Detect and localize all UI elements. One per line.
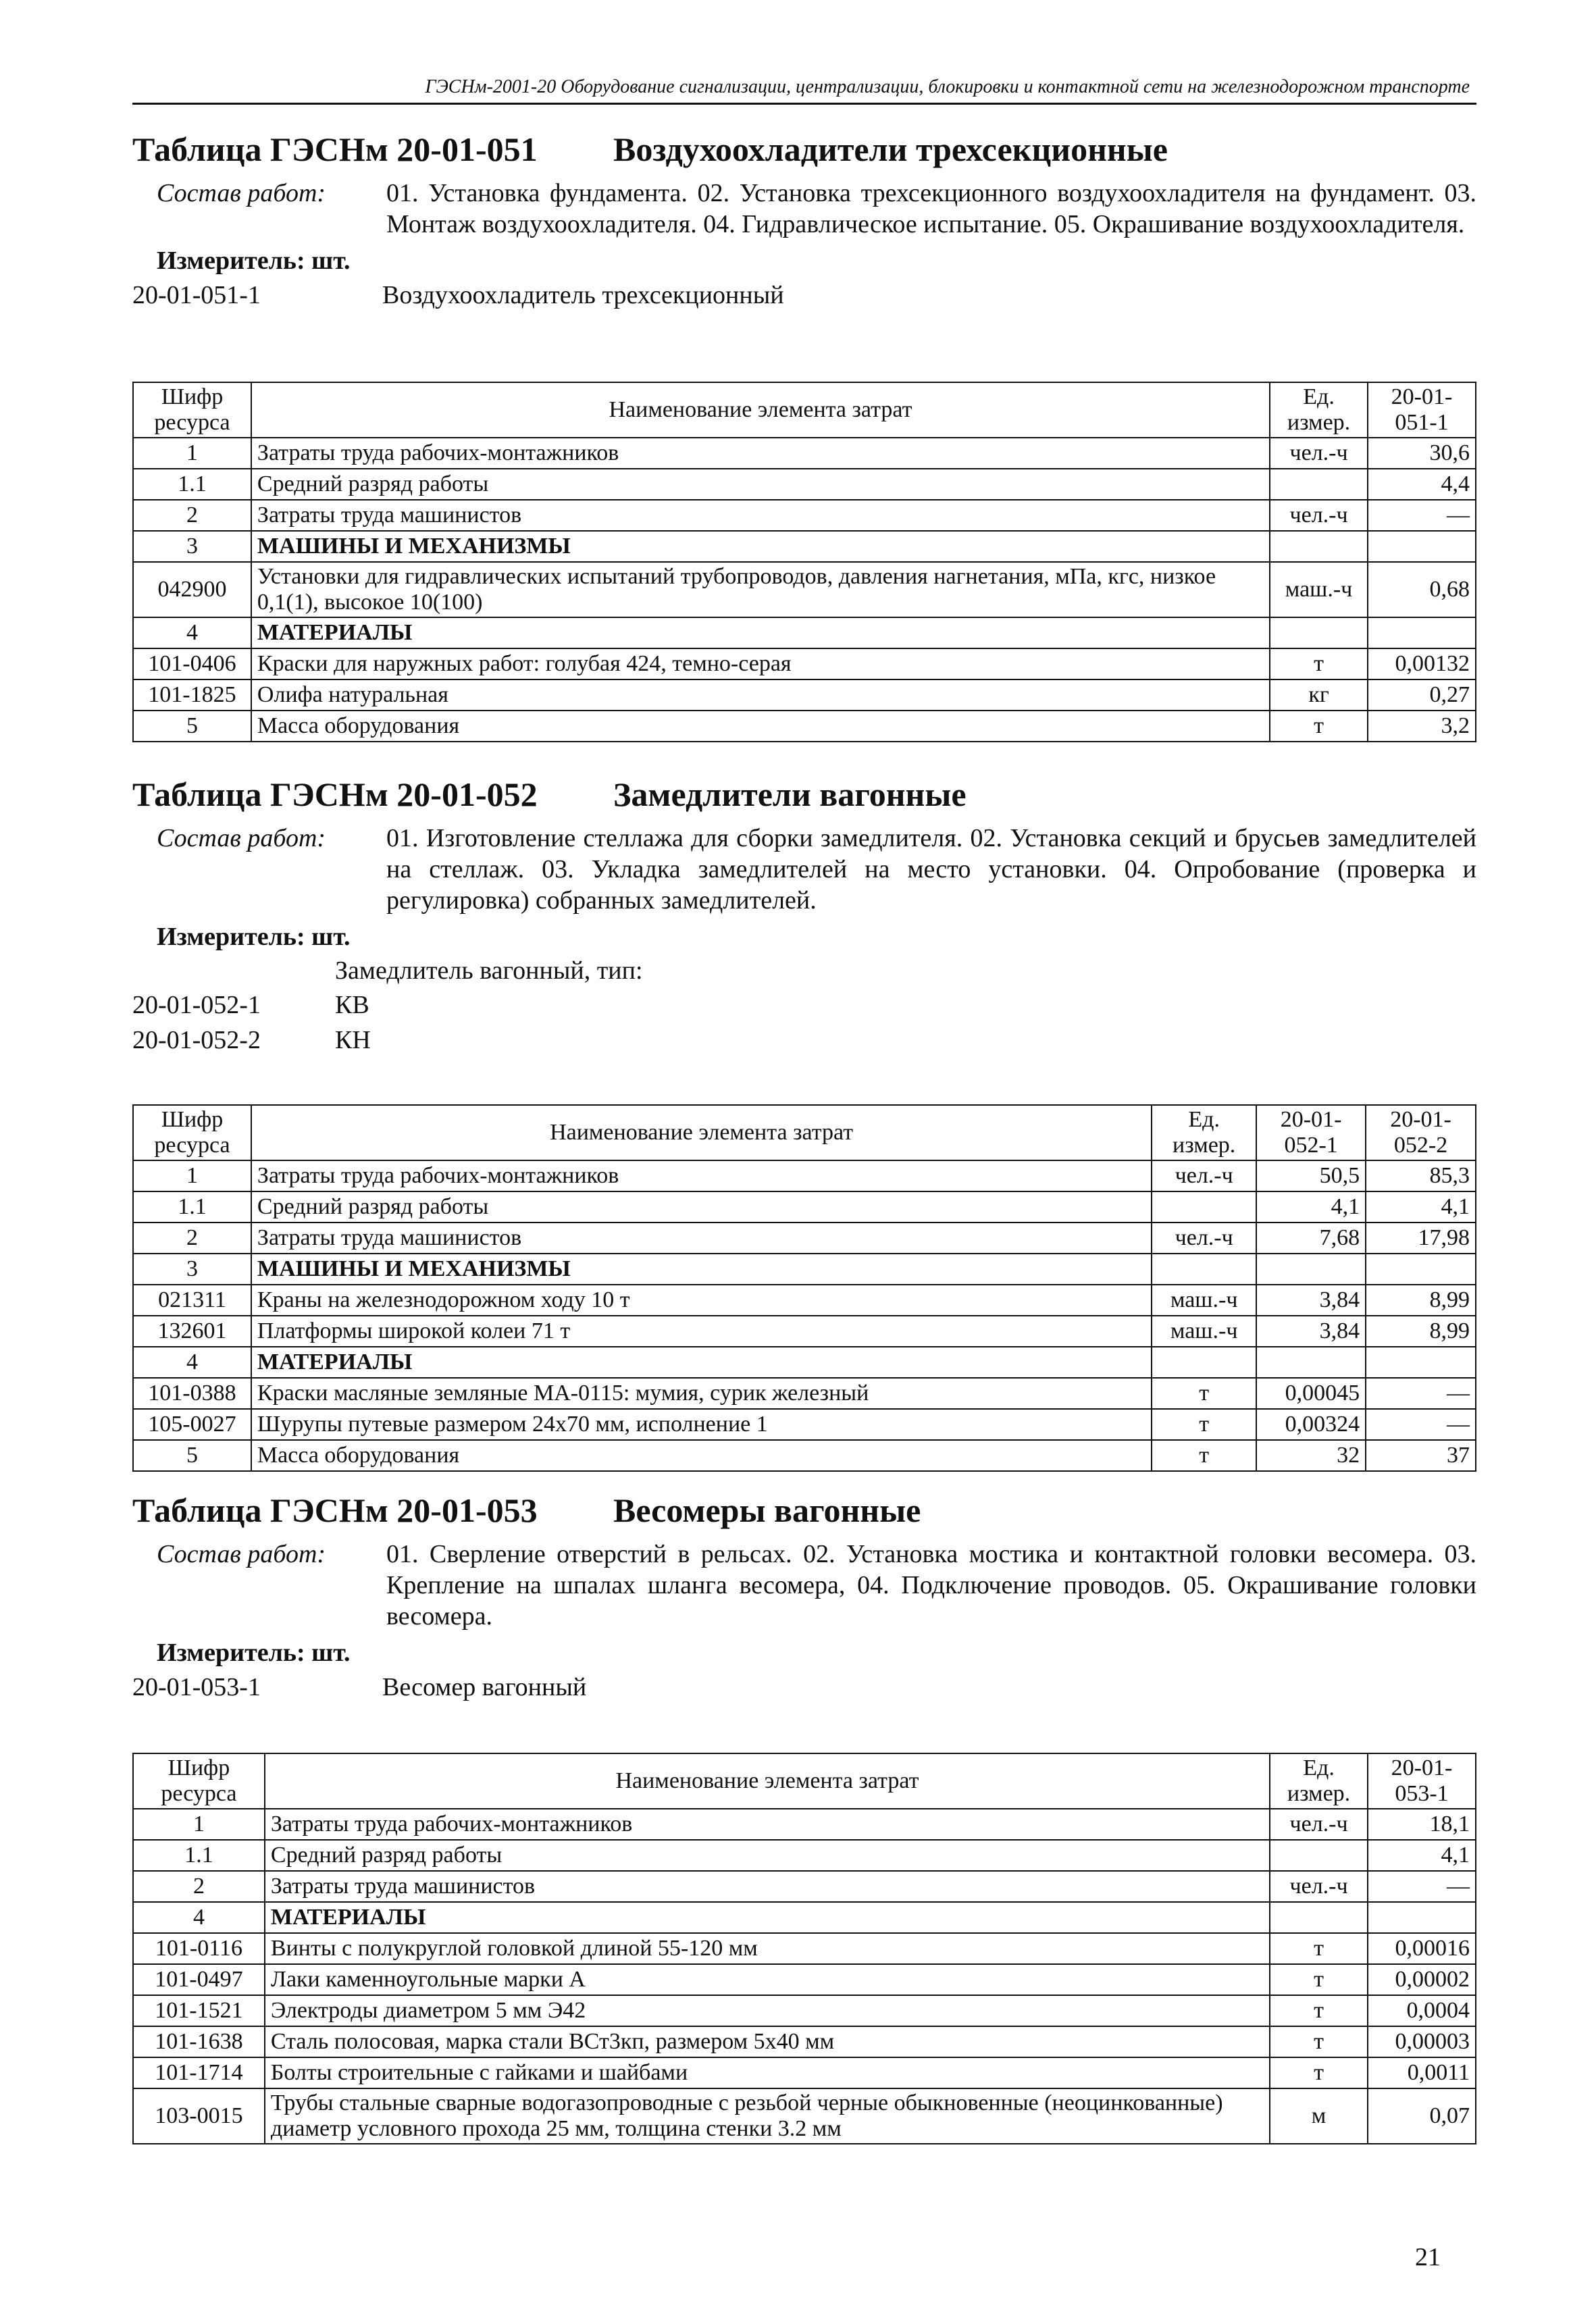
- page-number: 21: [1415, 2243, 1441, 2271]
- col-code-header: Шифр ресурса: [133, 1105, 251, 1160]
- unit-cell: маш.-ч: [1152, 1285, 1256, 1316]
- value-cell: 0,00003: [1368, 2026, 1476, 2057]
- resource-code-cell: 101-1825: [133, 679, 251, 711]
- cost-element-cell: Трубы стальные сварные водогазопроводные с резьбой черные обыкновенные (неоцинкованные) диаметр условного прохода 25 мм, толщина стенки 3.2 мм: [265, 2088, 1270, 2144]
- work-composition-label: Состав работ:: [157, 824, 326, 852]
- resource-code-cell: 2: [133, 500, 251, 531]
- unit-cell: [1152, 1254, 1256, 1285]
- resource-code-cell: 101-0497: [133, 1964, 265, 1995]
- unit-cell: [1270, 617, 1368, 648]
- cost-element-cell: МАТЕРИАЛЫ: [251, 1347, 1152, 1378]
- table-row: [133, 1347, 1476, 1378]
- value-cell: 0,0011: [1368, 2057, 1476, 2088]
- unit-cell: чел.-ч: [1270, 1871, 1368, 1902]
- cost-element-cell: Затраты труда машинистов: [251, 500, 1270, 531]
- value-cell: 3,2: [1368, 711, 1476, 742]
- cost-element-cell: Затраты труда машинистов: [251, 1223, 1152, 1254]
- code-line: [132, 987, 1476, 1023]
- unit-cell: [1152, 1191, 1256, 1223]
- resource-code-cell: 3: [133, 1254, 251, 1285]
- cost-element-cell: Затраты труда рабочих-монтажников: [251, 1160, 1152, 1191]
- table-row: [133, 438, 1476, 469]
- code-desc: Воздухоохладитель трехсекционный: [382, 281, 784, 309]
- cost-element-cell: Установки для гидравлических испытаний трубопроводов, давления нагнетания, мПа, кгс, низкое 0,1(1), высокое 10(100): [251, 562, 1270, 617]
- code: 20-01-053-1: [132, 1673, 261, 1701]
- unit-cell: [1270, 1902, 1368, 1933]
- cost-element-cell: Краски масляные земляные МА-0115: мумия, сурик железный: [251, 1378, 1152, 1409]
- value-cell: 32: [1256, 1440, 1366, 1471]
- table-label: Таблица ГЭСНм 20-01-051: [132, 130, 538, 168]
- col-code-header: Шифр ресурса: [133, 382, 251, 438]
- table-name: Воздухоохладители трехсекционные: [613, 130, 1168, 168]
- code-line: [132, 1670, 1476, 1705]
- cost-element-cell: Масса оборудования: [251, 1440, 1152, 1471]
- col-value-header: 20-01-053-1: [1368, 1753, 1476, 1809]
- cost-element-cell: Средний разряд работы: [251, 469, 1270, 500]
- value-cell: 50,5: [1256, 1160, 1366, 1191]
- work-composition-text: 01. Сверление отверстий в рельсах. 02. Установка мостика и контактной головки весомера. 03. Крепление на шпалах шланга весомера, 04. Подключение проводов. 05. Окрашивание головки весомера.: [386, 1540, 1476, 1630]
- col-code-header: Шифр ресурса: [133, 1753, 265, 1809]
- table-row: [133, 562, 1476, 617]
- value-cell: 0,27: [1368, 679, 1476, 711]
- unit-cell: чел.-ч: [1270, 500, 1368, 531]
- value-cell: 37: [1366, 1440, 1476, 1471]
- table-row: [133, 679, 1476, 711]
- table-row: [133, 500, 1476, 531]
- col-name-header: Наименование элемента затрат: [251, 382, 1270, 438]
- resource-code-cell: 3: [133, 531, 251, 562]
- code: 20-01-051-1: [132, 281, 261, 309]
- unit-cell: т: [1152, 1440, 1256, 1471]
- code-group-title: Замедлитель вагонный, тип:: [335, 956, 643, 985]
- value-cell: 3,84: [1256, 1316, 1366, 1347]
- resource-code-cell: 132601: [133, 1316, 251, 1347]
- unit-cell: т: [1270, 648, 1368, 679]
- cost-element-cell: Средний разряд работы: [251, 1191, 1152, 1223]
- resource-code-cell: 101-1521: [133, 1995, 265, 2026]
- table-row: [133, 1440, 1476, 1471]
- unit-cell: чел.-ч: [1270, 438, 1368, 469]
- resource-code-cell: 042900: [133, 562, 251, 617]
- value-cell: 18,1: [1368, 1809, 1476, 1840]
- resource-code-cell: 5: [133, 711, 251, 742]
- cost-element-cell: Винты с полукруглой головкой длиной 55-120 мм: [265, 1933, 1270, 1964]
- section-051: [132, 125, 1476, 313]
- work-composition: [132, 823, 1476, 916]
- resource-code-cell: 1: [133, 1160, 251, 1191]
- unit-cell: т: [1152, 1378, 1256, 1409]
- resource-table: [132, 1104, 1476, 1472]
- table-row: [133, 1840, 1476, 1871]
- value-cell: 0,0004: [1368, 1995, 1476, 2026]
- resource-table: [132, 382, 1476, 742]
- resource-table: [132, 1753, 1476, 2144]
- work-composition-label: Состав работ:: [157, 1540, 326, 1568]
- value-cell: 0,00324: [1256, 1409, 1366, 1440]
- value-cell: 0,68: [1368, 562, 1476, 617]
- resource-code-cell: 2: [133, 1223, 251, 1254]
- resource-code-cell: 2: [133, 1871, 265, 1902]
- cost-element-cell: Электроды диаметром 5 мм Э42: [265, 1995, 1270, 2026]
- value-cell: 0,00045: [1256, 1378, 1366, 1409]
- code-line: [132, 1023, 1476, 1058]
- measure-unit: Измеритель: шт.: [157, 247, 351, 275]
- col-unit-header: Ед. измер.: [1152, 1105, 1256, 1160]
- resource-code-cell: 1.1: [133, 1191, 251, 1223]
- col-name-header: Наименование элемента затрат: [251, 1105, 1152, 1160]
- col-value-header: 20-01-052-2: [1366, 1105, 1476, 1160]
- table-title: [132, 125, 1476, 174]
- cost-element-cell: Средний разряд работы: [265, 1840, 1270, 1871]
- table-row: [133, 531, 1476, 562]
- table-row: [133, 1995, 1476, 2026]
- cost-element-cell: Краны на железнодорожном ходу 10 т: [251, 1285, 1152, 1316]
- resource-code-cell: 4: [133, 617, 251, 648]
- unit-cell: т: [1270, 2026, 1368, 2057]
- value-cell: 0,00016: [1368, 1933, 1476, 1964]
- table-row: [133, 1160, 1476, 1191]
- unit-cell: т: [1270, 711, 1368, 742]
- value-cell: 4,1: [1366, 1191, 1476, 1223]
- code-desc: КВ: [335, 991, 369, 1019]
- resource-code-cell: 1: [133, 1809, 265, 1840]
- unit-cell: [1152, 1347, 1256, 1378]
- value-cell: —: [1366, 1378, 1476, 1409]
- value-cell: —: [1368, 500, 1476, 531]
- section-053: [132, 1486, 1476, 1705]
- code: 20-01-052-2: [132, 1026, 261, 1054]
- table-row: [133, 1902, 1476, 1933]
- resource-code-cell: 021311: [133, 1285, 251, 1316]
- resource-code-cell: 103-0015: [133, 2088, 265, 2144]
- unit-cell: [1270, 531, 1368, 562]
- table-row: [133, 1254, 1476, 1285]
- value-cell: 8,99: [1366, 1285, 1476, 1316]
- value-cell: 4,1: [1368, 1840, 1476, 1871]
- table-label: Таблица ГЭСНм 20-01-052: [132, 775, 538, 813]
- resource-code-cell: 101-0388: [133, 1378, 251, 1409]
- unit-cell: м: [1270, 2088, 1368, 2144]
- col-unit-header: Ед. измер.: [1270, 1753, 1368, 1809]
- code: 20-01-052-1: [132, 991, 261, 1019]
- col-value-header: 20-01-051-1: [1368, 382, 1476, 438]
- table-row: [133, 2026, 1476, 2057]
- table-row: [133, 1409, 1476, 1440]
- measure-unit: Измеритель: шт.: [157, 1639, 351, 1667]
- table-title: [132, 1486, 1476, 1535]
- value-cell: [1366, 1254, 1476, 1285]
- table-row: [133, 2057, 1476, 2088]
- value-cell: 4,1: [1256, 1191, 1366, 1223]
- unit-cell: [1270, 469, 1368, 500]
- table-row: [133, 1871, 1476, 1902]
- value-cell: 85,3: [1366, 1160, 1476, 1191]
- value-cell: 17,98: [1366, 1223, 1476, 1254]
- cost-element-cell: Затраты труда машинистов: [265, 1871, 1270, 1902]
- resource-code-cell: 101-1638: [133, 2026, 265, 2057]
- cost-element-cell: Затраты труда рабочих-монтажников: [265, 1809, 1270, 1840]
- value-cell: 0,00132: [1368, 648, 1476, 679]
- cost-element-cell: МАШИНЫ И МЕХАНИЗМЫ: [251, 1254, 1152, 1285]
- cost-element-cell: Шурупы путевые размером 24x70 мм, исполнение 1: [251, 1409, 1152, 1440]
- col-name-header: Наименование элемента затрат: [265, 1753, 1270, 1809]
- cost-element-cell: МАТЕРИАЛЫ: [265, 1902, 1270, 1933]
- table-row: [133, 2088, 1476, 2144]
- value-cell: 3,84: [1256, 1285, 1366, 1316]
- code-desc: КН: [335, 1026, 371, 1054]
- code-desc: Весомер вагонный: [382, 1673, 587, 1701]
- table-name: Весомеры вагонные: [613, 1491, 921, 1529]
- work-composition: [132, 178, 1476, 240]
- value-cell: [1256, 1347, 1366, 1378]
- col-value-header: 20-01-052-1: [1256, 1105, 1366, 1160]
- value-cell: —: [1366, 1409, 1476, 1440]
- resource-code-cell: 5: [133, 1440, 251, 1471]
- value-cell: [1368, 1902, 1476, 1933]
- work-composition-label: Состав работ:: [157, 179, 326, 207]
- table-row: [133, 1809, 1476, 1840]
- resource-code-cell: 105-0027: [133, 1409, 251, 1440]
- table-row: [133, 1378, 1476, 1409]
- cost-element-cell: Сталь полосовая, марка стали ВСт3кп, размером 5x40 мм: [265, 2026, 1270, 2057]
- unit-cell: т: [1270, 1964, 1368, 1995]
- resource-code-cell: 1.1: [133, 1840, 265, 1871]
- table-row: [133, 648, 1476, 679]
- value-cell: [1256, 1254, 1366, 1285]
- resource-code-cell: 1: [133, 438, 251, 469]
- code-line: [132, 278, 1476, 313]
- running-header: ГЭСНм-2001-20 Оборудование сигнализации, централизации, блокировки и контактной сети на железнодорожном транспорте: [425, 76, 1470, 97]
- resource-code-cell: 101-1714: [133, 2057, 265, 2088]
- resource-code-cell: 4: [133, 1347, 251, 1378]
- table-label: Таблица ГЭСНм 20-01-053: [132, 1491, 538, 1529]
- value-cell: 0,07: [1368, 2088, 1476, 2144]
- unit-cell: [1270, 1840, 1368, 1871]
- cost-element-cell: Масса оборудования: [251, 711, 1270, 742]
- value-cell: —: [1368, 1871, 1476, 1902]
- resource-code-cell: 101-0116: [133, 1933, 265, 1964]
- value-cell: 30,6: [1368, 438, 1476, 469]
- table-title: [132, 770, 1476, 819]
- work-composition: [132, 1539, 1476, 1632]
- header-rule: [132, 103, 1476, 105]
- unit-cell: чел.-ч: [1152, 1223, 1256, 1254]
- cost-element-cell: Платформы широкой колеи 71 т: [251, 1316, 1152, 1347]
- table-row: [133, 711, 1476, 742]
- value-cell: [1366, 1347, 1476, 1378]
- unit-cell: т: [1270, 1995, 1368, 2026]
- cost-element-cell: Олифа натуральная: [251, 679, 1270, 711]
- value-cell: [1368, 617, 1476, 648]
- value-cell: 8,99: [1366, 1316, 1476, 1347]
- table-name: Замедлители вагонные: [613, 775, 967, 813]
- cost-element-cell: Лаки каменноугольные марки А: [265, 1964, 1270, 1995]
- work-composition-text: 01. Изготовление стеллажа для сборки замедлителя. 02. Установка секций и брусьев замедлителей на стеллаж. 03. Укладка замедлителей на место установки. 04. Опробование (проверка и регулировка) собранных замедлителей.: [386, 824, 1476, 915]
- unit-cell: т: [1152, 1409, 1256, 1440]
- table-row: [133, 1285, 1476, 1316]
- work-composition-text: 01. Установка фундамента. 02. Установка трехсекционного воздухоохладителя на фундамент. 03. Монтаж воздухоохладителя. 04. Гидравлическое испытание. 05. Окрашивание воздухоохладителя.: [386, 179, 1476, 238]
- cost-element-cell: Болты строительные с гайками и шайбами: [265, 2057, 1270, 2088]
- unit-cell: маш.-ч: [1152, 1316, 1256, 1347]
- table-row: [133, 1316, 1476, 1347]
- resource-code-cell: 4: [133, 1902, 265, 1933]
- table-row: [133, 1223, 1476, 1254]
- resource-code-cell: 101-0406: [133, 648, 251, 679]
- value-cell: [1368, 531, 1476, 562]
- cost-element-cell: МАШИНЫ И МЕХАНИЗМЫ: [251, 531, 1270, 562]
- unit-cell: т: [1270, 2057, 1368, 2088]
- unit-cell: кг: [1270, 679, 1368, 711]
- unit-cell: чел.-ч: [1270, 1809, 1368, 1840]
- value-cell: 4,4: [1368, 469, 1476, 500]
- unit-cell: маш.-ч: [1270, 562, 1368, 617]
- table-row: [133, 469, 1476, 500]
- value-cell: 0,00002: [1368, 1964, 1476, 1995]
- measure-unit: Измеритель: шт.: [157, 923, 351, 951]
- table-row: [133, 1933, 1476, 1964]
- table-row: [133, 1191, 1476, 1223]
- unit-cell: т: [1270, 1933, 1368, 1964]
- resource-code-cell: 1.1: [133, 469, 251, 500]
- section-052: [132, 770, 1476, 1058]
- cost-element-cell: МАТЕРИАЛЫ: [251, 617, 1270, 648]
- table-row: [133, 617, 1476, 648]
- unit-cell: чел.-ч: [1152, 1160, 1256, 1191]
- cost-element-cell: Краски для наружных работ: голубая 424, темно-серая: [251, 648, 1270, 679]
- value-cell: 7,68: [1256, 1223, 1366, 1254]
- table-row: [133, 1964, 1476, 1995]
- cost-element-cell: Затраты труда рабочих-монтажников: [251, 438, 1270, 469]
- col-unit-header: Ед. измер.: [1270, 382, 1368, 438]
